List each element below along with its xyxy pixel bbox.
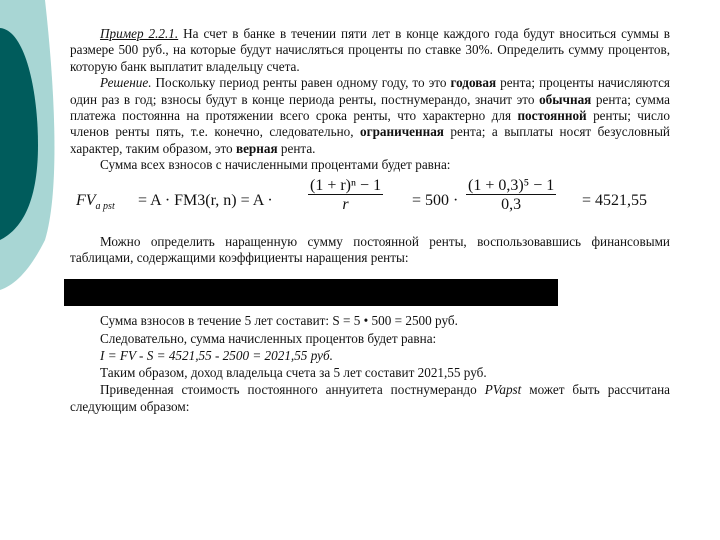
- term-ordinary: обычная: [539, 91, 592, 107]
- term-annual: годовая: [450, 75, 497, 91]
- fraction-1-numerator: (1 + r)ⁿ − 1: [310, 176, 382, 194]
- formula-eq2: = 500 ·: [412, 191, 459, 209]
- pv-symbol: PVapst: [484, 382, 522, 398]
- fraction-2-denominator: 0,3: [501, 196, 522, 214]
- sum-intro: Сумма всех взносов с начисленными процентами будет равна:: [100, 157, 451, 173]
- solution-lead: Решение.: [100, 75, 152, 91]
- term-constant: постоянной: [517, 108, 587, 124]
- pv-text-1: Приведенная стоимость постоянного аннуитета постнумерандо: [100, 382, 485, 398]
- redacted-table-bar: [64, 279, 558, 306]
- present-value-paragraph: [70, 381, 670, 415]
- solution-text-5: рента; а выплаты носят безусловный характер, таким образом, это: [70, 124, 670, 156]
- formula-eq1: = A · FM3(r, n) = A ·: [138, 191, 273, 209]
- solution-text-4: ренты; число членов ренты пять, т.е. конечно, следовательно,: [70, 108, 670, 140]
- example-title: Пример 2.2.1.: [100, 26, 179, 41]
- annuity-formula: [70, 178, 670, 228]
- formula-result: = 4521,55: [582, 191, 648, 209]
- deposits-line: Сумма взносов в течение 5 лет составит: S = 5 • 500 = 2500 руб.: [100, 313, 458, 329]
- solution-text-3: рента; сумма платежа постоянна на протяжении всего срока ренты, что характерно для: [70, 91, 671, 124]
- formula-fraction-2: [466, 178, 556, 214]
- formula-lhs: [76, 193, 115, 216]
- fraction-2-numerator: (1 + 0,3)⁵ − 1: [468, 176, 555, 194]
- solution-paragraph: [70, 75, 670, 157]
- interest-intro-line: Следовательно, сумма начисленных процентов будет равна:: [100, 330, 437, 346]
- document-body: [70, 26, 670, 416]
- tables-paragraph: Можно определить наращенную сумму постоянной ренты, воспользовавшись финансовыми таблицами, содержащими коэффициенты наращения ренты:: [70, 233, 670, 266]
- solution-text-6: рента.: [277, 140, 316, 156]
- example-paragraph: [70, 26, 670, 75]
- solution-text-1: Поскольку период ренты равен одному году, то это: [151, 75, 451, 91]
- income-line: Таким образом, доход владельца счета за 5 лет составит 2021,55 руб.: [100, 365, 487, 381]
- formula-fraction-1: [308, 178, 383, 214]
- term-limited: ограниченная: [360, 124, 444, 140]
- term-certain: верная: [235, 140, 278, 156]
- interest-formula-line: I = FV - S = 4521,55 - 2500 = 2021,55 руб.: [100, 347, 333, 363]
- example-text: На счет в банке в течении пяти лет в конце каждого года будут вноситься суммы в размере 500 руб., на которые будут начисляться проценты по ставке 30%. Определить сумму процентов, которую банк выплатит владельцу счета.: [70, 26, 670, 74]
- fraction-1-denominator: r: [342, 196, 349, 214]
- solution-text-2: рента; проценты начисляются один раз в год; взносы будут в конце периода ренты, постнумерандо, значит это: [70, 75, 670, 107]
- formula-subscript: a pst: [95, 200, 115, 212]
- formula-fv: FV: [76, 191, 96, 209]
- pv-text-2: может быть рассчитана следующим образом:: [70, 382, 670, 415]
